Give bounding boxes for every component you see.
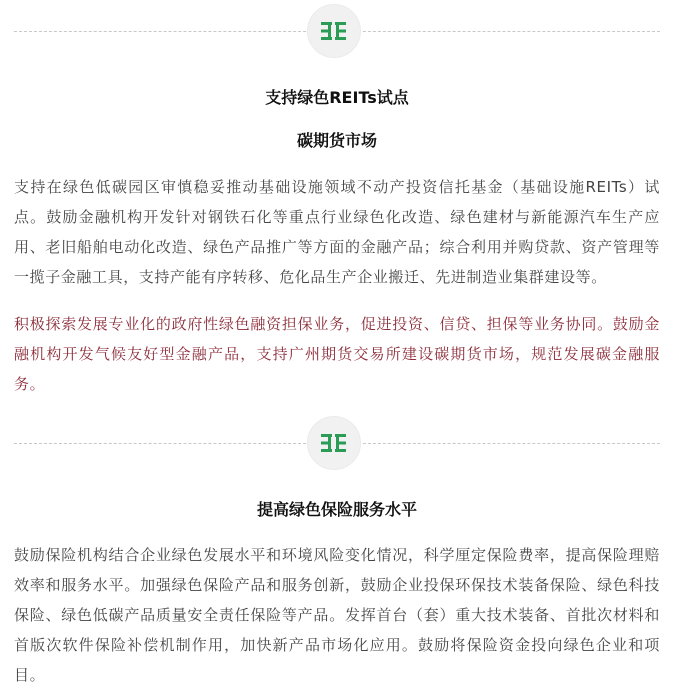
- green-finance-emblem-icon: [308, 417, 360, 469]
- section-emblem: [307, 4, 361, 58]
- paragraph-green-insurance: 鼓励保险机构结合企业绿色发展水平和环境风险变化情况，科学厘定保险费率，提高保险理赔效率和服务水平。加强绿色保险产品和服务创新，鼓励企业投保环保技术装备保险、绿色科技保险、绿色低碳产品质量安全责任保险等产品。发挥首台（套）重大技术装备、首批次材料和首版次软件保险补偿机制作用，加快新产品市场化应用。鼓励将保险资金投向绿色企业和项目。: [14, 546, 660, 684]
- paragraph-green-financing-guarantee: 积极探索发展专业化的政府性绿色融资担保业务，促进投资、信贷、担保等业务协同。鼓励金融机构开发气候友好型金融产品，支持广州期货交易所建设碳期货市场，规范发展碳金融服务。: [14, 315, 660, 393]
- section-divider-middle: [14, 416, 660, 476]
- section-heading-reits: 支持绿色REITs试点: [265, 88, 409, 107]
- paragraph-reits-support: 支持在绿色低碳园区审慎稳妥推动基础设施领域不动产投资信托基金（基础设施REITs）试点。鼓励金融机构开发针对钢铁石化等重点行业绿色化改造、绿色建材与新能源汽车生产应用、老旧船舶电动化改造、绿色产品推广等方面的金融产品；综合利用并购贷款、资产管理等一揽子金融工具，支持产能有序转移、危化品生产企业搬迁、先进制造业集群建设等。: [14, 178, 660, 286]
- section-heading-green-insurance: 提高绿色保险服务水平: [256, 500, 417, 519]
- green-finance-emblem-icon: [308, 5, 360, 57]
- section-divider-top: [14, 4, 660, 64]
- section-heading-carbon-futures: 碳期货市场: [296, 131, 377, 150]
- section-emblem: [307, 416, 361, 470]
